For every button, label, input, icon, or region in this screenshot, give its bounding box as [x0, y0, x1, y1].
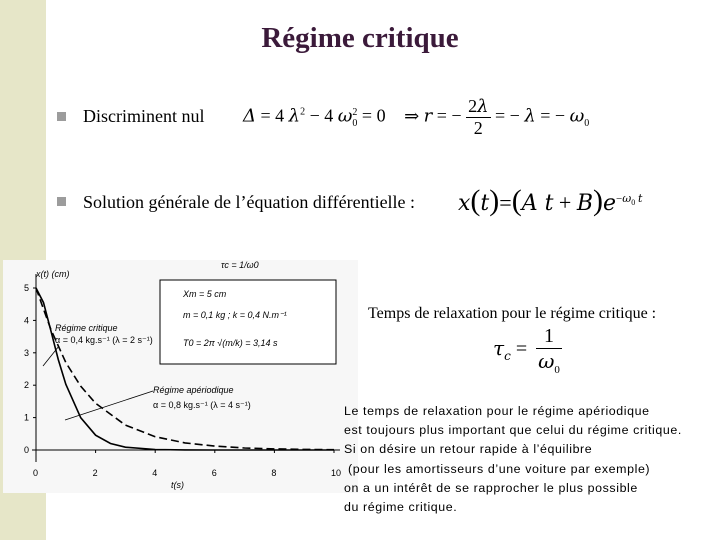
- aperiodic-regime-condition: α = 0,8 kg.s⁻¹ (λ = 4 s⁻¹): [153, 400, 251, 410]
- y-tick-label: 1: [24, 412, 30, 423]
- x-tick-label: 4: [152, 468, 158, 478]
- slide-title: Régime critique: [261, 22, 459, 54]
- paragraph-line: Si on désire un retour rapide à l’équilibre: [344, 442, 593, 457]
- critical-regime-condition: α = 0,4 kg.s⁻¹ (λ = 2 s⁻¹): [55, 335, 153, 345]
- discriminant-equation: Δ = 4 $\lambda^2 - 4$ $\omega_0^2 = 0$ ⇒ r = − $\frac{2\lambda}{2}$ = − λ = − $\omega_0$: [243, 96, 590, 138]
- x-tick-label: 10: [331, 468, 342, 478]
- x-tick-label: 6: [211, 468, 217, 478]
- bullet-marker: [57, 197, 66, 206]
- y-tick-label: 0: [24, 445, 30, 455]
- relaxation-title: Temps de relaxation pour le régime critique :: [368, 305, 657, 322]
- relaxation-formula: $\tau_c$ = $\frac{1}{\omega_0}$: [493, 325, 560, 376]
- explanation-paragraph: [344, 402, 682, 517]
- param-mass-k: m = 0,1 kg ; k = 0,4 N.m⁻¹: [183, 310, 287, 320]
- paragraph-line: est toujours plus important que celui du régime critique.: [344, 423, 682, 438]
- tau-label: τc = 1/ω0: [221, 260, 259, 270]
- x-tick-label: 8: [271, 468, 277, 478]
- critical-regime-label: Régime critique: [55, 323, 118, 333]
- paragraph-line: (pour les amortisseurs d’une voiture par exemple): [344, 461, 651, 476]
- y-tick-label: 5: [24, 283, 30, 293]
- damping-chart-svg: [3, 260, 358, 493]
- aperiodic-regime-label: Régime apériodique: [153, 385, 234, 395]
- general-solution-equation: x(t)=(A $t + B)e^{-\omega_0 t}$: [458, 184, 643, 217]
- y-tick-label: 4: [24, 315, 30, 326]
- param-period: T0 = 2π √(m/k) = 3,14 s: [183, 338, 278, 348]
- y-tick-label: 2: [24, 380, 30, 391]
- bullet-discriminant-text: Discriminent nul: [83, 106, 205, 126]
- param-xm: Xm = 5 cm: [183, 289, 227, 299]
- paragraph-line: du régime critique.: [344, 500, 458, 515]
- y-axis-label: x(t) (cm): [36, 269, 70, 279]
- y-tick-label: 3: [24, 347, 30, 358]
- paragraph-line: Le temps de relaxation pour le régime apériodique: [344, 404, 650, 418]
- aperiodic-label-pointer: [65, 391, 153, 420]
- x-tick-label: 0: [33, 468, 39, 478]
- x-axis-label: t(s): [171, 480, 184, 490]
- x-tick-label: 2: [92, 468, 98, 478]
- bullet-marker: [57, 112, 66, 121]
- bullet-solution-text: Solution générale de l’équation différentielle :: [83, 192, 416, 212]
- paragraph-line: on a un intérêt de se rapprocher le plus possible: [344, 480, 638, 495]
- damping-graph: [3, 260, 358, 493]
